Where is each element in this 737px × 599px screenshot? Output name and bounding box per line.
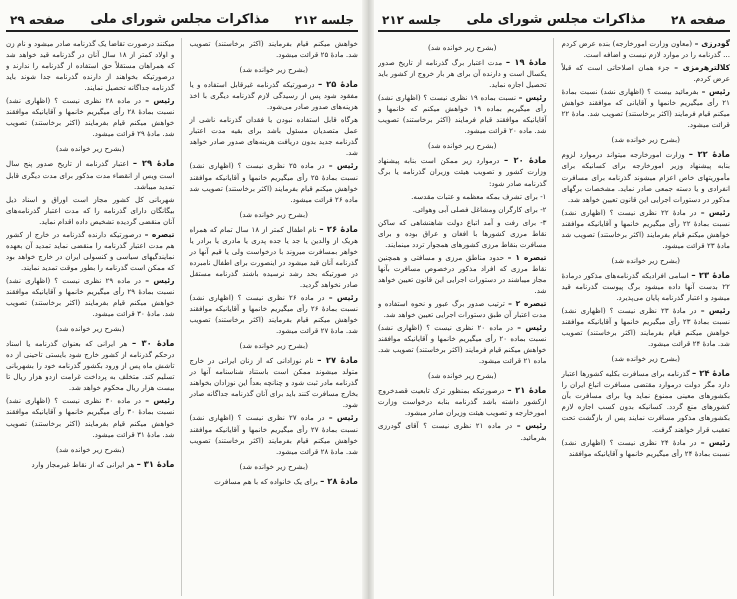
article-paragraph bbox=[378, 57, 547, 90]
article-heading: مادهٔ ۳۱ – bbox=[136, 458, 175, 469]
paragraph-text: درموارد زیر ممکن است بنابه پیشنهاد وزارت کشور و تصویب هیئت وزیران گذرنامه یا برگ گذرنامه صادر شود: bbox=[378, 156, 547, 188]
paragraph-text: (بشرح زیر خوانده شد) bbox=[239, 65, 308, 75]
reading-note bbox=[190, 340, 359, 351]
paragraph-text: (بشرح زیر خوانده شد) bbox=[56, 444, 125, 454]
speaker-name: رئیس – bbox=[145, 396, 175, 406]
paragraph-text: گذرنامه برای مسافرت بکلیه کشورها اعتبار دارد مگر دولت درموارد مقتضی مسافرت اتباع ایران را بکشورهای معینی ممنوع نماید ویا برای مسافرت بآن کشورهای منع گردد. کسانیکه بدون کسب اجازه لازم بکشورهای مذکور مسافرت نمایند پس از بازگشت تحت تعقیب قرار خواهند گرفت. bbox=[561, 369, 730, 434]
article-paragraph bbox=[190, 79, 359, 112]
speaker-paragraph bbox=[190, 292, 359, 336]
speaker-paragraph bbox=[6, 229, 175, 273]
right-session-number: جلسه ۲۱۲ bbox=[382, 13, 442, 27]
article-heading: مادهٔ ۲۰ – bbox=[504, 155, 547, 166]
speaker-paragraph bbox=[378, 252, 547, 296]
reading-note bbox=[6, 444, 175, 455]
paragraph-text: در مادهٔ ۲۲ نظری نیست ؟ (اظهاری نشد) نسبت بمادهٔ ۲۲ رأی میگیریم خانمها و آقایانیکه موافقند خواهش میکنم قیام بفرمایند (اکثر برخاستند) تصویب شد مادهٔ ۲۳ قرائت میشود. bbox=[561, 207, 730, 250]
reading-note bbox=[562, 353, 731, 364]
left-columns bbox=[6, 38, 358, 596]
paragraph-text: شهربانی کل کشور مجاز است اوراق و اسناد ذیل بیگانگان دارای گذرنامه را که مدت اعتبار گذرنامه‌های آنان منقضی گردیده تشخیص داده اقدام نماید. bbox=[6, 194, 175, 226]
speaker-name: تبصره ۱ – bbox=[507, 252, 547, 262]
article-heading: مادهٔ ۲۱ – bbox=[507, 385, 547, 396]
speaker-name: رئیس – bbox=[328, 161, 358, 171]
speaker-name: رئیس – bbox=[328, 292, 358, 302]
reading-note bbox=[190, 64, 359, 75]
speaker-name: تبصره ۲ – bbox=[508, 298, 547, 308]
paragraph-text: میکنند درصورت تقاضا یک گذرنامه صادر میشود و نام زن و اولاد کمتر از ۱۸ سال آنان در گذرنامه قید خواهد شد که همراهان مستقلاً حق استفاده از گذرنامه را ندارند و درصورتیکه بخواهند از دارنده گذرنامه جدا شوند باید گذرنامه جداگانه تحصیل نمایند. bbox=[6, 39, 175, 93]
paragraph-text: ۳- برای رفت و آمد اتباع دولت شاهنشاهی که ساکن نقاط مرزی کشورها با افغان و عراق بوده و برای مسافرت بنقاط مرزی کشورهای همجوار تردد مینمایند. bbox=[378, 217, 547, 249]
speaker-name: رئیس – bbox=[518, 93, 547, 103]
article-paragraph bbox=[562, 149, 731, 204]
paragraph-text: در ماده ۲۹ نظری نیست ؟ (اظهاری نشد) نسبت بمادهٔ ۲۹ رأی میگیریم خانمها و آقایانیکه موافقند خواهش میکنم قیام بفرمایند (اکثر برخاستند) تصویب شد. مادهٔ ۳۰ قرائت میشود. bbox=[6, 275, 175, 319]
paragraph-text: (بشرح زیر خوانده شد) bbox=[56, 144, 125, 154]
speaker-name: رئیس – bbox=[701, 87, 730, 97]
paragraph-text: درصورتیکه دارنده گذرنامه در خارج از کشور هم مدت اعتبار گذرنامه را منقضی نماید تمدید آن بعهده نمایندگیهای سیاسی و کنسولی ایران در خارج خواهد بود که ممکن است گذرنامه را بطور موقت تمدید نمایند. bbox=[6, 229, 175, 272]
right-running-head bbox=[378, 6, 730, 32]
article-paragraph bbox=[562, 368, 731, 434]
paragraph-text: درصورتیکه گذرنامه غیرقابل استفاده و یا مفقود شود پس از رسیدگی لازم گذرنامه دیگری با اخذ هزینه‌های صدور صادر می‌شود. bbox=[189, 80, 358, 112]
right-col-inner bbox=[562, 38, 731, 596]
left-running-head bbox=[6, 6, 358, 32]
right-page bbox=[378, 6, 730, 596]
paragraph-text: نسبت بماده ۱۹ نظری نیست ؟ (اظهاری نشد) رأی میگیریم بماده ۱۹ خواهش میکنم که خانمها و آقایانیکه موافقند قیام فرمایند (اکثر برخاستند) تصویب شد. ماده ۲۰ قرائت میشود. bbox=[378, 93, 547, 136]
article-paragraph bbox=[6, 459, 175, 470]
speaker-paragraph bbox=[378, 322, 547, 366]
article-paragraph bbox=[190, 355, 359, 410]
paragraph-text: (بشرح زیر خوانده شد) bbox=[611, 255, 680, 265]
speaker-paragraph bbox=[562, 86, 731, 130]
paragraph-text: اسامی افرادیکه گذرنامه‌های مذکور درمادهٔ ۲۲ بدست آنها داده میشود برگ پیوست گذرنامه قید میشود و اعتبار گذرنامه پایان می‌پذیرد. bbox=[561, 270, 730, 302]
left-session-number: جلسه ۲۱۲ bbox=[294, 13, 354, 27]
article-paragraph bbox=[378, 385, 547, 418]
article-heading: مادهٔ ۲۳ – bbox=[691, 269, 730, 280]
article-paragraph bbox=[6, 158, 175, 191]
speaker-paragraph bbox=[190, 160, 359, 204]
paragraph-text: (بشرح زیر خوانده شد) bbox=[428, 371, 497, 381]
article-heading: مادهٔ ۲۸ – bbox=[320, 475, 358, 486]
right-col-outer bbox=[378, 38, 554, 596]
speaker-name: رئیس – bbox=[700, 437, 730, 447]
paragraph-text: وزارت امورخارجه میتواند درموارد لزوم بنابه پیشنهاد وزیر امورخارجه برای کسانیکه برای مأموریتهای خاص اعزام میشوند گذرنامه برای مسافرت انفرادی و یا دسته جمعی صادر نماید. مشخصات برگهای مذکور در دستورات اجرایی این قانون تعیین خواهد شد. bbox=[561, 150, 730, 204]
speaker-paragraph bbox=[562, 305, 731, 349]
paragraph-text: (بشرح زیر خوانده شد) bbox=[611, 354, 680, 364]
left-journal-title: مذاکرات مجلس شورای ملی bbox=[90, 12, 270, 27]
reading-note bbox=[6, 323, 175, 334]
body-paragraph bbox=[190, 38, 359, 60]
paragraph-text: در مادهٔ ۲۴ نظری نیست ؟ (اظهاری نشد) نسبت بمادهٔ ۲۴ رأی میگیریم خانمها و آقایانیکه موافقند bbox=[561, 437, 730, 458]
paragraph-text: ترتیب صدور برگ عبور و نحوه استفاده و مدت اعتبار آن طبق دستورات اجرایی تعیین خواهد شد. bbox=[378, 298, 547, 320]
article-heading: مادهٔ ۲۲ – bbox=[688, 149, 730, 160]
paragraph-text: در ماده ۲۶ نظری نیست ؟ (اظهاری نشد) نسبت بمادهٔ ۲۶ رأی میگیریم خانمها و آقایانیکه موافقند خواهش میکنم قیام بفرمایند (اکثر برخاستند) تصویب شد. مادهٔ ۲۷ قرائت میشود. bbox=[189, 292, 358, 336]
paragraph-text: ۱- برای تشرف بمکه معظمه و عتبات مقدسه. bbox=[411, 191, 547, 201]
article-heading: مادهٔ ۲۹ – bbox=[132, 158, 175, 169]
speaker-name: رئیس – bbox=[516, 421, 547, 431]
paragraph-text: در ماده ۲۰ نظری نیست ؟ (اظهاری نشد) نسبت بماده ۲۰ رأی میگیریم خانمها و آقایانیکه موافقند خواهش میکنم قیام فرمایند (اکثر برخاستند) تصویب شد. ماده ۲۱ قرائت میشود. bbox=[378, 323, 547, 366]
speaker-name: رئیس – bbox=[145, 275, 175, 285]
body-paragraph bbox=[6, 38, 175, 93]
paragraph-text: (بشرح زیر خوانده شد) bbox=[56, 324, 125, 334]
paragraph-text: در ماده ۲۷ نظری نیست ؟ (اظهاری نشد) نسبت بمادهٔ ۲۷ رأی میگیریم خانمها و آقایانیکه موافقند خواهش میکنم قیام بفرمایند (اکثر برخاستند) تصویب شد. مادهٔ ۲۸ قرائت میشود. bbox=[189, 413, 358, 456]
body-paragraph bbox=[6, 194, 175, 227]
paragraph-text: (بشرح زیر خوانده شد) bbox=[239, 209, 308, 219]
speaker-paragraph bbox=[190, 412, 359, 456]
article-paragraph bbox=[190, 476, 359, 487]
speaker-paragraph bbox=[6, 95, 175, 139]
article-heading: مادهٔ ۲۶ – bbox=[319, 223, 358, 234]
speaker-name: رئیس – bbox=[145, 96, 175, 106]
article-paragraph bbox=[190, 224, 359, 290]
speaker-name: رئیس – bbox=[517, 323, 547, 333]
reading-note bbox=[6, 143, 175, 154]
book-gutter bbox=[362, 0, 374, 599]
body-paragraph bbox=[378, 204, 547, 215]
right-journal-title: مذاکرات مجلس شورای ملی bbox=[466, 12, 646, 27]
article-paragraph bbox=[378, 155, 547, 188]
paragraph-text: (بشرح زیر خوانده شد) bbox=[611, 135, 680, 145]
article-heading: مادهٔ ۱۹ – bbox=[505, 57, 547, 68]
speaker-name: گودرزی – bbox=[694, 39, 730, 48]
paragraph-text: هرگاه قابل استفاده نبودن یا فقدان گذرنامه ناشی از عمل متصدیان مسئول باشد برای بقیه مدت اعتبار گذرنامه جدید بدون دریافت هزینه‌های صدور صادر خواهد شد. bbox=[189, 115, 358, 158]
paragraph-text: در ماده ۲۱ نظری نیست ؟ آقای گودرزی بفرمائید. bbox=[378, 421, 547, 442]
paragraph-text: خواهش میکنم قیام بفرمایند (اکثر برخاستند) تصویب شد. مادهٔ ۲۵ قرائت میشود. bbox=[189, 39, 358, 60]
article-heading: مادهٔ ۳۰ – bbox=[132, 338, 175, 349]
speaker-paragraph bbox=[6, 275, 175, 319]
speaker-paragraph bbox=[562, 437, 731, 459]
speaker-paragraph bbox=[378, 92, 547, 136]
reading-note bbox=[562, 255, 731, 266]
reading-note bbox=[378, 42, 547, 53]
left-col-inner bbox=[6, 38, 182, 596]
right-columns bbox=[378, 38, 730, 596]
article-heading: مادهٔ ۲۴ – bbox=[692, 368, 730, 379]
reading-note bbox=[190, 209, 359, 220]
paragraph-text: در ماده ۲۸ نظری نیست ؟ (اظهاری نشد) نسبت بمادهٔ ۲۸ رأی میگیریم خانمها و آقایانیکه موافقند خواهش میکنم قیام بفرمایند (اکثر برخاستند) تصویب شد. مادهٔ ۲۹ قرائت میشود. bbox=[6, 96, 175, 139]
paragraph-text: اعتبار گذرنامه از تاریخ صدور پنج سال است ویس از انقضاء مدت مذکور برای مدت دیگری قابل تمدید میباشد. bbox=[6, 159, 175, 191]
paragraph-text: جزء همان اصلاحاتی است که قبلاً عرض کردم. bbox=[561, 63, 730, 84]
paragraph-text: (بشرح زیر خوانده شد) bbox=[239, 461, 308, 471]
reading-note bbox=[378, 370, 547, 381]
right-page-number: صفحه ۲۸ bbox=[671, 13, 726, 27]
speaker-paragraph bbox=[562, 38, 731, 60]
paragraph-text: در مادهٔ ۲۳ نظری نیست ؟ (اظهاری نشد) نسبت بمادهٔ ۲۳ رأی میگیریم خانمها و آقایانیکه موافقند خواهش میکنم قیام بفرمایند (اکثر برخاستند) تصویب شد. مادهٔ ۲۴ قرائت میشود. bbox=[561, 306, 730, 349]
paragraph-text: نام نوزادانی که از زنان ایرانی در خارج متولد میشوند ممکن است باستناد شناسنامه آنها در گذرنامه مادر ثبت شود و چنانچه بعداً این نوزادان بخواهند بخارج مسافرت کنند باید برای آنان گذرنامه جداگانه صادر شود. bbox=[189, 356, 358, 410]
speaker-name: تبصره – bbox=[144, 229, 175, 239]
speaker-name: کلالترهرمزی – bbox=[674, 63, 730, 73]
reading-note bbox=[562, 134, 731, 145]
speaker-paragraph bbox=[562, 207, 731, 251]
reading-note bbox=[378, 140, 547, 151]
paragraph-text: (معاون وزارت امورخارجه) بنده عرض کردم ... گذرنامه را در موارد لازم نیست و اضافه است. bbox=[561, 39, 730, 60]
paragraph-text: (بشرح زیر خوانده شد) bbox=[239, 341, 308, 351]
left-page bbox=[6, 6, 358, 596]
left-page-number: صفحه ۲۹ bbox=[10, 13, 66, 27]
article-paragraph bbox=[6, 338, 175, 393]
paragraph-text: هر ایرانی که از نقاط غیرمجاز وارد bbox=[31, 459, 135, 469]
left-col-outer bbox=[190, 38, 359, 596]
article-heading: مادهٔ ۲۵ – bbox=[317, 79, 358, 90]
paragraph-text: نام اطفال کمتر از ۱۸ سال تمام که همراه هریک از والدین یا جد یا جده پدری یا مادری یا برادر یا خواهر بمسافرت میروند با درخواست ولی یا قیم آنها در گذرنامه آنان قید میشود در اینصورت برای اطفال نامبرده در صورتیکه بحد رشد نرسیده باشند گذرنامه مستقل صادر نخواهد گردید. bbox=[189, 224, 358, 289]
article-paragraph bbox=[562, 270, 731, 303]
body-paragraph bbox=[190, 114, 359, 158]
paragraph-text: هر ایرانی که بعنوان گذرنامه یا اسناد درحکم گذرنامه از کشور خارج شود بایستی تاحینی از ده تاشش ماه پس از ورود بکشور گذرنامه خود را بشهربانی تسلیم کند. متخلف به پرداخت غرامت ازدو هزار ریال تا بیست هزار ریال محکوم خواهد شد. bbox=[6, 339, 175, 393]
paragraph-text: ۲- برای کارگران ومشاغل فصلی آبی وهوائی. bbox=[412, 204, 547, 214]
paragraph-text: مدت اعتبار برگ گذرنامه از تاریخ صدور یکسال است و دارنده آن برای هر بار خروج از کشور باید تحصیل اجازه نماید. bbox=[378, 58, 547, 90]
body-paragraph bbox=[378, 217, 547, 250]
paragraph-text: بفرمائید بیست ؟ (اظهاری نشد) نسبت بمادهٔ ۲۱ رأی میگیریم خانمها و آقایانی که موافقند خواهش میکنم قیام فرمایند (اکثر برخاستند) تصویب شد. مادهٔ ۲۲ قرائت میشود. bbox=[561, 87, 730, 130]
reading-note bbox=[190, 461, 359, 472]
speaker-paragraph bbox=[562, 62, 731, 84]
speaker-paragraph bbox=[6, 395, 175, 439]
speaker-name: رئیس – bbox=[700, 306, 730, 316]
paragraph-text: (بشرح زیر خوانده شد) bbox=[428, 141, 497, 151]
paragraph-text: حدود مناطق مرزی و مسافتی و همچنین نقاط مرزی که افراد مذکور درخصوص مسافرت بآنها مجاز میباشند در دستورات اجرایی این قانون تعیین خواهد شد. bbox=[378, 252, 547, 295]
article-heading: مادهٔ ۲۷ – bbox=[317, 355, 358, 366]
paragraph-text: درصورتیکه بمنظور ترک تابعیت قصدخروج ازکشور داشته باشد گذرنامه بنابه درخواست وزارت امورخارجه و تصویب هیئت وزیران صادر میشود. bbox=[378, 386, 547, 418]
speaker-paragraph bbox=[378, 420, 547, 442]
body-paragraph bbox=[378, 191, 547, 202]
paragraph-text: در ماده ۳۰ نظری نیست ؟ (اظهاری نشد) نسبت بمادهٔ ۳۰ رأی میگیریم خانمها و آقایانیکه موافقند خواهش میکنم قیام بفرمایند (اکثر برخاستند) تصویب شد. مادهٔ ۳۱ قرائت میشود. bbox=[6, 396, 175, 439]
paragraph-text: در ماده ۲۵ نظری نیست ؟ (اظهاری نشد) نسبت بمادهٔ ۲۵ رأی میگیریم خانمها و آقایانیکه موافقند خواهش میکنم قیام بفرمایند (اکثر برخاستند) تصویب شد ماده ۲۶ قرائت میشود. bbox=[189, 161, 358, 204]
speaker-name: رئیس – bbox=[328, 413, 358, 423]
speaker-paragraph bbox=[378, 298, 547, 320]
speaker-name: رئیس – bbox=[700, 207, 730, 217]
paragraph-text: برای یک خانواده که با هم مسافرت bbox=[214, 476, 318, 486]
paragraph-text: (بشرح زیر خوانده شد) bbox=[428, 43, 497, 52]
